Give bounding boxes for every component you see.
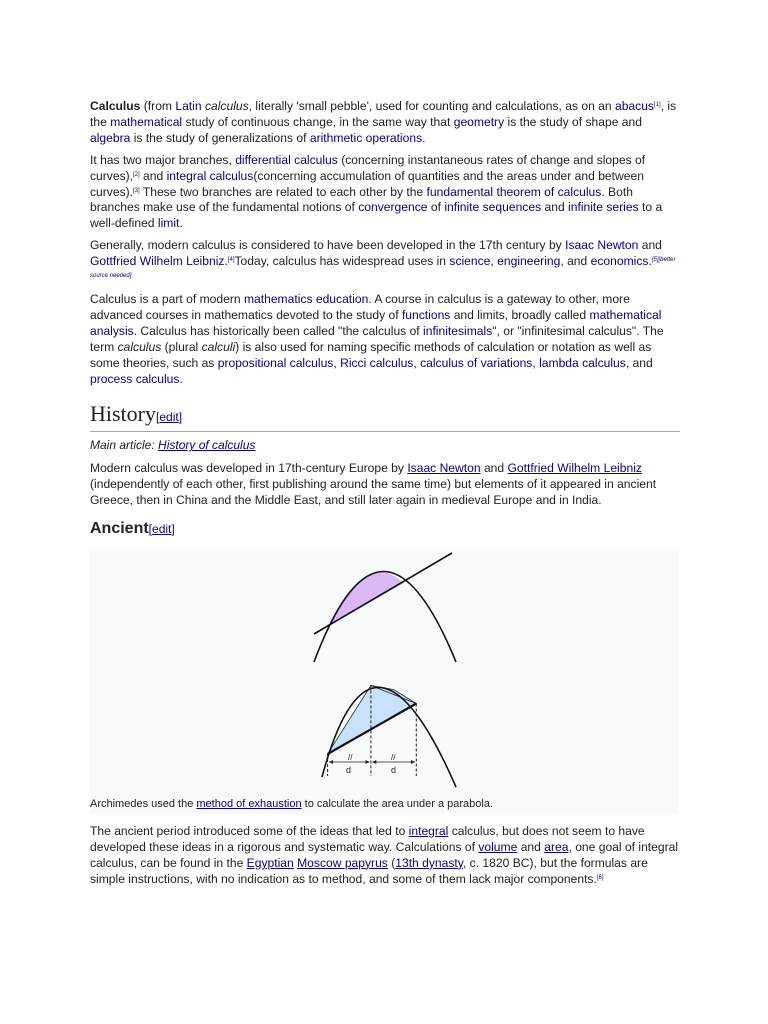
history-paragraph	[90, 461, 680, 509]
bracket: ]	[171, 522, 175, 537]
ancient-edit-link[interactable]: edit	[152, 522, 172, 537]
citation-5-better-source[interactable]: [5][better source needed]	[90, 257, 676, 280]
history-edit-link[interactable]: edit	[159, 410, 179, 425]
text: Today, calculus has widespread uses in	[234, 254, 450, 269]
text: ,	[532, 355, 540, 370]
text: ) is also used for naming specific methods of calculation or notation as well as some theories, such as	[90, 339, 652, 370]
intro-paragraph-1	[90, 99, 680, 147]
link-calculus-of-variations[interactable]: calculus of variations	[420, 355, 533, 370]
tick-mark-right: //	[391, 753, 396, 762]
text: , c. 1820 BC), but the formulas are simple instructions, with no indication as to method, and some of them lack major components.	[90, 855, 648, 886]
link-economics[interactable]: economics	[590, 254, 649, 269]
link-limit[interactable]: limit	[157, 216, 180, 231]
link-mathematical[interactable]: mathematical	[110, 114, 183, 129]
text: , and	[625, 355, 653, 370]
link-infinite-sequences[interactable]: infinite sequences	[444, 200, 542, 215]
main-article-note	[90, 438, 680, 453]
link-leibniz[interactable]: Gottfried Wilhelm Leibniz	[90, 254, 225, 269]
text: is the study of generalizations of	[130, 130, 310, 145]
text: and limits, broadly called	[450, 307, 590, 322]
text: The ancient period introduced some of the ideas that led to	[90, 824, 409, 838]
text: It has two major branches,	[90, 152, 236, 167]
text: Archimedes used the	[90, 798, 197, 810]
text: , one goal of integral calculus, can be found in the	[90, 839, 679, 870]
link-process-calculus[interactable]: process calculus	[90, 371, 180, 386]
text: and	[139, 168, 167, 183]
bracket: [	[148, 522, 153, 537]
citation-1[interactable]: [1]	[653, 102, 661, 108]
text: . Calculus has historically been called "the calculus of	[133, 323, 424, 338]
text: calculus, but does not seem to have developed these ideas in a rigorous and systematic way. Calculations of	[90, 824, 645, 854]
history-heading-text: History	[90, 401, 156, 427]
link-moscow-papyrus[interactable]: Moscow papyrus	[297, 855, 388, 870]
text: and	[480, 461, 508, 476]
link-algebra[interactable]: algebra	[90, 130, 131, 145]
archimedes-figure	[90, 551, 678, 814]
link-history-of-calculus[interactable]: History of calculus	[158, 438, 256, 453]
intro-paragraph-2	[90, 153, 680, 233]
term-calculus: Calculus	[90, 99, 141, 113]
text: study of continuous change, in the same way that	[182, 114, 454, 129]
link-differential-calculus[interactable]: differential calculus	[235, 152, 338, 167]
link-leibniz-history[interactable]: Gottfried Wilhelm Leibniz	[507, 461, 642, 476]
link-egyptian[interactable]: Egyptian	[246, 855, 294, 870]
text: .	[422, 130, 426, 145]
text: .	[224, 254, 228, 269]
article-content	[90, 99, 680, 541]
link-integral-calculus[interactable]: integral calculus	[166, 168, 254, 183]
link-fundamental-theorem[interactable]: fundamental theorem of calculus	[426, 184, 602, 199]
secant-line	[314, 553, 452, 634]
text: ", or "infinitesimal calculus". The term	[90, 323, 664, 354]
link-lambda-calculus[interactable]: lambda calculus	[539, 355, 626, 370]
text: to a well-defined	[90, 200, 663, 231]
history-heading	[90, 401, 680, 432]
text: is the study of shape and	[504, 114, 642, 129]
text: , literally 'small pebble', used for counting and calculations, as on an	[248, 99, 615, 113]
bracket: ]	[178, 410, 183, 425]
text: (independently of each other, first publishing around the same time) but elements of it appeared in ancient Greece, then in China and the Middle East, and still later again in medieval Europe and in India.	[90, 477, 657, 508]
bracket: [	[156, 410, 160, 425]
text: ,	[333, 355, 341, 370]
text: and	[517, 839, 545, 854]
text: (from	[140, 99, 176, 113]
link-ricci-calculus[interactable]: Ricci calculus	[340, 355, 414, 370]
citation-2[interactable]: [2]	[133, 171, 140, 178]
ancient-section-text	[90, 824, 680, 894]
text: These two branches are related to each other by the	[139, 184, 427, 199]
figure-caption	[90, 797, 493, 811]
citation-4[interactable]: [4]	[227, 257, 235, 264]
link-convergence[interactable]: convergence	[358, 200, 428, 215]
intro-paragraph-3	[90, 238, 680, 286]
link-functions[interactable]: functions	[401, 307, 451, 322]
ancient-paragraph	[90, 824, 680, 888]
link-abacus[interactable]: abacus	[614, 99, 654, 113]
text: . A course in calculus is a gateway to other, more advanced courses in mathematics devoted to the study of	[90, 291, 630, 322]
parabola-diagram	[90, 551, 678, 796]
intro-paragraph-4	[90, 292, 680, 387]
text: , is the	[90, 99, 677, 129]
text: Generally, modern calculus is considered to have been developed in the 17th century by	[90, 238, 566, 253]
term-calculus-italic: calculus	[117, 339, 162, 354]
link-arithmetic-operations[interactable]: arithmetic operations	[309, 130, 423, 145]
ancient-heading-text: Ancient	[90, 520, 149, 538]
term-calculi-italic: calculi	[201, 339, 236, 354]
link-mathematics-education[interactable]: mathematics education	[243, 291, 369, 306]
tick-mark-left: //	[348, 753, 353, 762]
link-volume[interactable]: volume	[478, 839, 518, 854]
text: , and	[560, 254, 591, 269]
text: and	[638, 238, 662, 253]
link-infinitesimals[interactable]: infinitesimals	[423, 323, 493, 338]
link-isaac-newton-history[interactable]: Isaac Newton	[407, 461, 481, 476]
link-science[interactable]: science	[449, 254, 491, 269]
link-mathematical-analysis[interactable]: mathematical analysis	[90, 307, 662, 338]
citation-3[interactable]: [3]	[133, 187, 140, 194]
distance-label-d-right: d	[391, 765, 397, 775]
link-geometry[interactable]: geometry	[453, 114, 505, 129]
link-area[interactable]: area	[544, 839, 569, 854]
history-edit-section	[156, 410, 182, 424]
link-method-of-exhaustion[interactable]: method of exhaustion	[196, 798, 302, 810]
text: (plural	[161, 339, 202, 354]
link-propositional-calculus[interactable]: propositional calculus	[217, 355, 334, 370]
text: .	[648, 254, 652, 269]
link-latin[interactable]: Latin	[175, 99, 202, 113]
text: (concerning instantaneous rates of change and slopes of curves),	[90, 152, 646, 183]
ancient-edit-section	[149, 522, 175, 536]
main-article-label: Main article:	[90, 438, 159, 453]
link-integral[interactable]: integral	[408, 824, 449, 838]
text: (concerning accumulation of quantities and the areas under and between curves).	[90, 168, 644, 199]
text: Modern calculus was developed in 17th-century Europe by	[90, 461, 408, 476]
text: .	[179, 371, 183, 386]
link-13th-dynasty[interactable]: 13th dynasty	[395, 855, 463, 870]
distance-label-d-left: d	[346, 765, 352, 775]
text: .	[179, 216, 183, 231]
link-infinite-series[interactable]: infinite series	[568, 200, 639, 215]
text: ,	[413, 355, 421, 370]
text: of	[427, 200, 445, 215]
text: Calculus is a part of modern	[90, 291, 244, 306]
text: . Both branches make use of the fundamental notions of	[90, 184, 633, 215]
text: and	[541, 200, 569, 215]
link-engineering[interactable]: engineering	[497, 254, 561, 269]
text: ,	[490, 254, 498, 269]
text: to calculate the area under a parabola.	[301, 798, 493, 810]
link-isaac-newton[interactable]: Isaac Newton	[565, 238, 639, 253]
ancient-heading	[90, 519, 680, 539]
citation-6[interactable]: [6]	[596, 874, 604, 881]
term-calculus-latin: calculus	[204, 99, 249, 113]
text: (	[387, 855, 396, 870]
